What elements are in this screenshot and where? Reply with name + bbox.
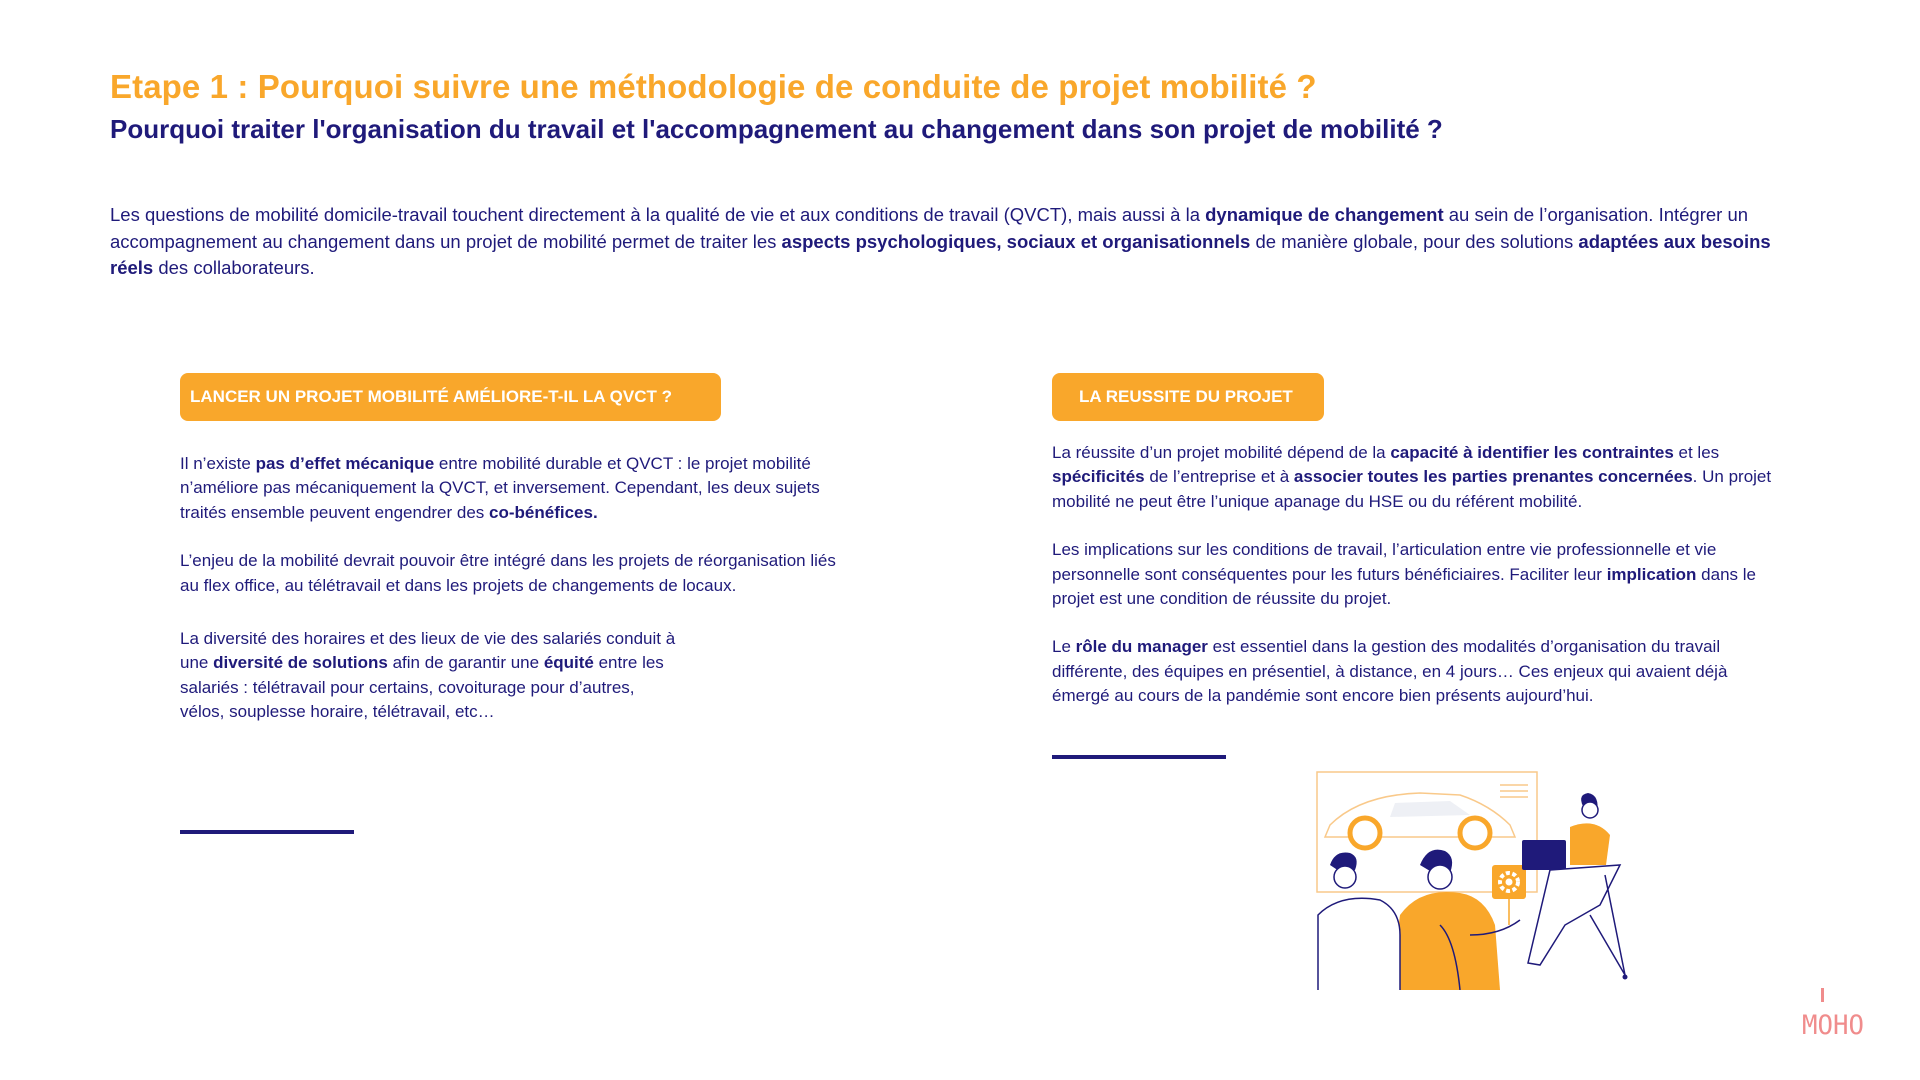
qvct-paragraph-1 — [180, 452, 840, 525]
qvct-p3-text-1: La diversité des horaires et des lieux de vie des salariés conduit à une — [180, 629, 676, 673]
qvct-p3-bold-1: diversité de solutions — [213, 653, 388, 673]
reussite-p2-text-1: Les implications sur les conditions de travail, l’articulation entre vie professionnelle et vie personnelle sont conséquentes pour les futurs bénéficiaires. Faciliter leur — [1052, 540, 1717, 584]
page-title: Etape 1 : Pourquoi suivre une méthodologie de conduite de projet mobilité ? — [110, 68, 1317, 105]
reussite-p1-text-4: . Un projet mobilité ne peut être l’unique apanage du HSE ou du référent mobilité. — [1052, 467, 1772, 511]
reussite-p1-text-2: et les — [1673, 443, 1720, 462]
reussite-paragraph-3 — [1052, 635, 1772, 708]
qvct-p1-bold-2: co-bénéfices. — [489, 502, 598, 522]
qvct-p1-text-2: entre mobilité durable et QVCT : le projet mobilité n’améliore pas mécaniquement la QVCT, et inversement. Cependant, les deux sujets traités ensemble peuvent engendrer des — [180, 454, 820, 522]
qvct-paragraph-2: L’enjeu de la mobilité devrait pouvoir être intégré dans les projets de réorganisation liés au flex office, au télétravail et dans les projets de changements de locaux. — [180, 551, 836, 595]
gear-icon — [1492, 865, 1526, 925]
reussite-p1-bold-3: associer toutes les parties prenantes concernées — [1293, 467, 1693, 487]
intro-text-4: des collaborateurs. — [153, 257, 315, 278]
intro-bold-3: adaptées aux besoins réels — [110, 230, 1771, 278]
qvct-paragraph-3 — [180, 627, 680, 725]
man-left-figure — [1318, 853, 1400, 991]
reussite-p2-text-2: dans le projet est une condition de réussite du projet. — [1052, 564, 1756, 609]
reussite-p1-text-1: La réussite d’un projet mobilité dépend de la — [1052, 443, 1391, 462]
moho-logo — [1800, 982, 1868, 1040]
qvct-p3-bold-2: équité — [543, 653, 594, 673]
qvct-p3-text-2: afin de garantir une — [387, 653, 544, 673]
qvct-p1-bold-1: pas d’effet mécanique — [255, 454, 435, 473]
reussite-p3-text-1: Le — [1052, 637, 1076, 657]
reussite-section-heading: LA REUSSITE DU PROJET — [1052, 373, 1324, 421]
qvct-section-heading: LANCER UN PROJET MOBILITÉ AMÉLIORE-T-IL LA QVCT ? — [180, 373, 721, 421]
intro-text-3: de manière globale, pour des solutions — [1250, 230, 1579, 252]
qvct-section-body — [180, 452, 840, 725]
reussite-paragraph-1 — [1052, 441, 1772, 514]
moho-logo-text: MOHO — [1802, 1010, 1864, 1040]
team-meeting-illustration — [1300, 765, 1650, 990]
right-divider — [1052, 755, 1226, 759]
qvct-p3-text-3: entre les salariés : télétravail pour certains, covoiturage pour d’autres, vélos, souplesse horaire, télétravail, etc… — [180, 653, 664, 722]
reussite-p3-text-2: est essentiel dans la gestion des modalités d’organisation du travail différente, des équipes en présentiel, à distance, en 4 jours… Ces enjeux qui avaient déjà émergé au cours de la pandémie sont encore bien présents aujourd’hui. — [1052, 637, 1728, 706]
intro-bold-2: aspects psychologiques, sociaux et organisationnels — [781, 230, 1251, 252]
intro-bold-1: dynamique de changement — [1205, 204, 1444, 225]
page-subtitle: Pourquoi traiter l'organisation du travail et l'accompagnement au changement dans son projet de mobilité ? — [110, 114, 1443, 144]
reussite-p1-bold-1: capacité à identifier les contraintes — [1390, 443, 1674, 462]
intro-text-2: au sein de l’organisation. Intégrer un accompagnement au changement dans un projet de mobilité permet de traiter les — [110, 204, 1749, 252]
reussite-section-body — [1052, 441, 1772, 733]
reussite-p3-bold-1: rôle du manager — [1075, 637, 1208, 657]
intro-paragraph — [110, 202, 1810, 282]
reussite-p2-bold-1: implication — [1606, 564, 1697, 584]
reussite-paragraph-2 — [1052, 538, 1772, 611]
reussite-p1-bold-2: spécificités — [1052, 467, 1145, 487]
left-divider — [180, 830, 354, 834]
intro-text-1: Les questions de mobilité domicile-travail touchent directement à la qualité de vie et aux conditions de travail (QVCT), mais aussi à la — [110, 204, 1206, 225]
reussite-p1-text-3: de l’entreprise et à — [1144, 467, 1294, 487]
qvct-p1-text-1: Il n’existe — [180, 454, 256, 473]
